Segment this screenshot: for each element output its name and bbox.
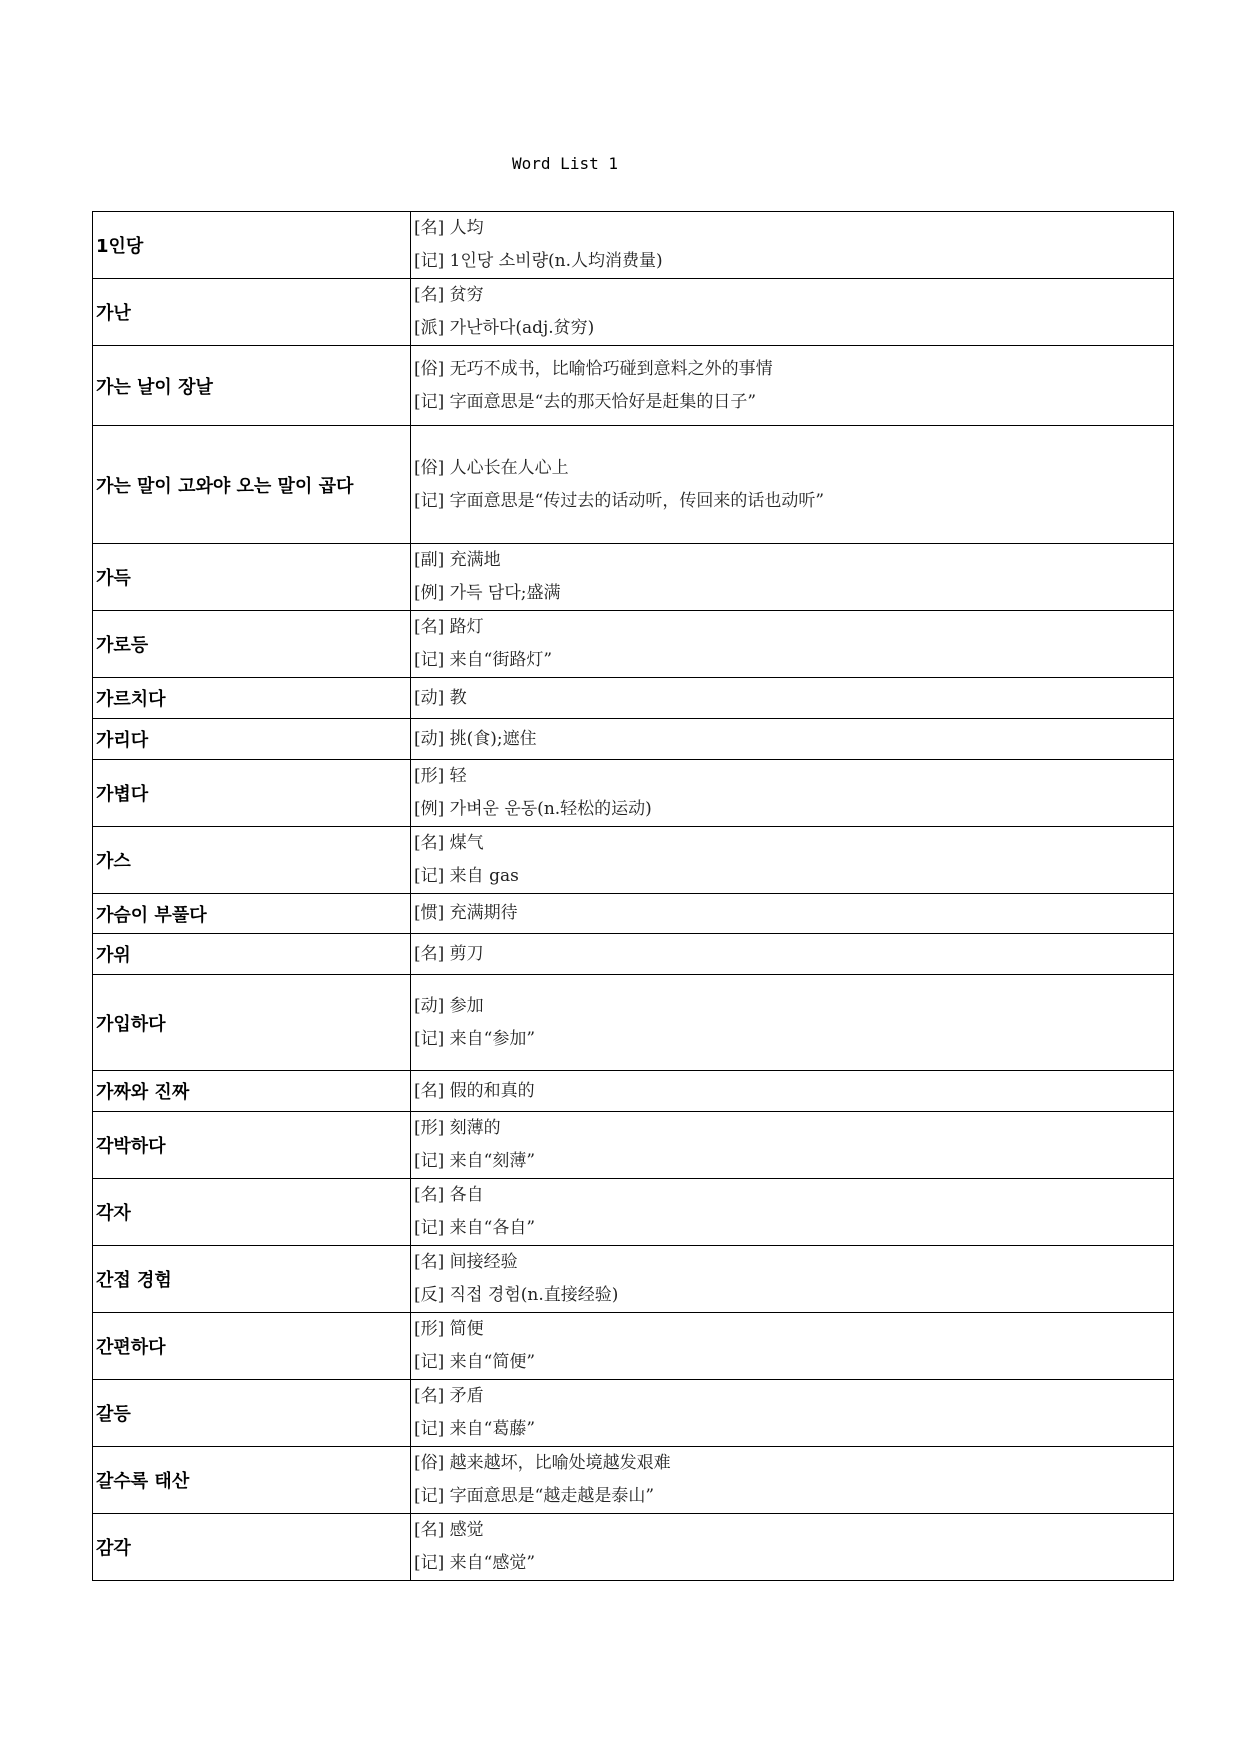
definition-line: [记] 来自“简便” xyxy=(414,1352,536,1372)
table-row xyxy=(93,975,1174,1071)
table-row xyxy=(93,678,1174,719)
entry-definitions xyxy=(411,760,1174,827)
definition-line: [动] 参加 xyxy=(414,995,484,1016)
entry-word: 가로등 xyxy=(93,611,411,678)
definition-line: [记] 来自“街路灯” xyxy=(414,650,553,670)
definition-line: [形] 简便 xyxy=(414,1319,484,1339)
table-row xyxy=(93,426,1174,544)
definition-line: [俗] 越来越坏，比喻处境越发艰难 xyxy=(414,1453,671,1473)
definition-line: [名] 煤气 xyxy=(414,833,484,853)
entry-word: 간접 경험 xyxy=(93,1246,411,1313)
definition-line: [名] 矛盾 xyxy=(414,1386,484,1406)
definition-line: [记] 字面意思是“去的那天恰好是赶集的日子” xyxy=(414,391,757,412)
table-row xyxy=(93,827,1174,894)
entry-definitions xyxy=(411,1071,1174,1112)
entry-definitions xyxy=(411,426,1174,544)
definition-line: [记] 来自“葛藤” xyxy=(414,1419,536,1439)
table-row xyxy=(93,1380,1174,1447)
definition-line: [名] 假的和真的 xyxy=(414,1080,535,1101)
table-row xyxy=(93,1313,1174,1380)
entry-word: 가볍다 xyxy=(93,760,411,827)
entry-definitions xyxy=(411,719,1174,760)
entry-word: 가슴이 부풀다 xyxy=(93,894,411,934)
entry-word: 가위 xyxy=(93,934,411,975)
table-row xyxy=(93,1514,1174,1581)
definition-line: [形] 刻薄的 xyxy=(414,1118,501,1138)
entry-definitions xyxy=(411,346,1174,426)
definition-line: [记] 1인당 소비량(n.人均消费量) xyxy=(414,251,663,271)
definition-line: [动] 教 xyxy=(414,687,467,708)
entry-definitions xyxy=(411,212,1174,279)
table-row xyxy=(93,544,1174,611)
definition-line: [俗] 无巧不成书，比喻恰巧碰到意料之外的事情 xyxy=(414,358,773,379)
definition-line: [例] 가벼운 운동(n.轻松的运动) xyxy=(414,799,652,819)
entry-word: 가스 xyxy=(93,827,411,894)
entry-word: 각박하다 xyxy=(93,1112,411,1179)
entry-word: 가리다 xyxy=(93,719,411,760)
entry-word: 가르치다 xyxy=(93,678,411,719)
definition-line: [记] 字面意思是“越走越是泰山” xyxy=(414,1486,655,1506)
definition-line: [动] 挑(食);遮住 xyxy=(414,728,537,749)
table-row xyxy=(93,1071,1174,1112)
entry-word: 가짜와 진짜 xyxy=(93,1071,411,1112)
table-row xyxy=(93,279,1174,346)
definition-line: [记] 来自“感觉” xyxy=(414,1553,536,1573)
entry-definitions xyxy=(411,1313,1174,1380)
definition-line: [名] 剪刀 xyxy=(414,943,484,964)
definition-line: [名] 人均 xyxy=(414,218,484,238)
definition-line: [副] 充满地 xyxy=(414,550,501,570)
table-row xyxy=(93,760,1174,827)
definition-line: [记] 来自“参加” xyxy=(414,1028,536,1049)
table-row xyxy=(93,611,1174,678)
definition-line: [记] 字面意思是“传过去的话动听，传回来的话也动听” xyxy=(414,490,825,511)
definition-line: [例] 가득 담다;盛满 xyxy=(414,583,561,603)
table-row xyxy=(93,894,1174,934)
entry-word: 가난 xyxy=(93,279,411,346)
table-row xyxy=(93,934,1174,975)
entry-word: 갈수록 태산 xyxy=(93,1447,411,1514)
table-row xyxy=(93,212,1174,279)
definition-line: [名] 感觉 xyxy=(414,1520,484,1540)
entry-word: 감각 xyxy=(93,1514,411,1581)
entry-word: 가입하다 xyxy=(93,975,411,1071)
entry-definitions xyxy=(411,975,1174,1071)
definition-line: [派] 가난하다(adj.贫穷) xyxy=(414,318,595,338)
definition-line: [名] 各自 xyxy=(414,1185,484,1205)
table-row xyxy=(93,1246,1174,1313)
definition-line: [反] 직접 경험(n.直接经验) xyxy=(414,1285,619,1305)
entry-definitions xyxy=(411,611,1174,678)
table-row xyxy=(93,346,1174,426)
definition-line: [记] 来自“各自” xyxy=(414,1218,536,1238)
table-row xyxy=(93,1179,1174,1246)
table-row xyxy=(93,1112,1174,1179)
entry-word: 갈등 xyxy=(93,1380,411,1447)
entry-word: 1인당 xyxy=(93,212,411,279)
entry-definitions xyxy=(411,1380,1174,1447)
definition-line: [俗] 人心长在人心上 xyxy=(414,457,569,478)
entry-word: 가득 xyxy=(93,544,411,611)
table-row xyxy=(93,719,1174,760)
definition-line: [记] 来自 gas xyxy=(414,866,519,886)
entry-definitions xyxy=(411,894,1174,934)
entry-word: 각자 xyxy=(93,1179,411,1246)
entry-definitions xyxy=(411,1514,1174,1581)
definition-line: [记] 来自“刻薄” xyxy=(414,1151,536,1171)
entry-definitions xyxy=(411,934,1174,975)
page-title: Word List 1 xyxy=(512,154,618,173)
entry-definitions xyxy=(411,1447,1174,1514)
entry-definitions xyxy=(411,544,1174,611)
word-list-table xyxy=(92,211,1174,1581)
entry-word: 가는 말이 고와야 오는 말이 곱다 xyxy=(93,426,411,544)
entry-definitions xyxy=(411,279,1174,346)
entry-definitions xyxy=(411,678,1174,719)
entry-definitions xyxy=(411,1179,1174,1246)
entry-word: 간편하다 xyxy=(93,1313,411,1380)
entry-word: 가는 날이 장날 xyxy=(93,346,411,426)
definition-line: [名] 贫穷 xyxy=(414,285,484,305)
entry-definitions xyxy=(411,1246,1174,1313)
entry-definitions xyxy=(411,827,1174,894)
definition-line: [惯] 充满期待 xyxy=(414,903,518,923)
definition-line: [名] 间接经验 xyxy=(414,1252,518,1272)
definition-line: [名] 路灯 xyxy=(414,617,484,637)
entry-definitions xyxy=(411,1112,1174,1179)
table-row xyxy=(93,1447,1174,1514)
definition-line: [形] 轻 xyxy=(414,766,467,786)
